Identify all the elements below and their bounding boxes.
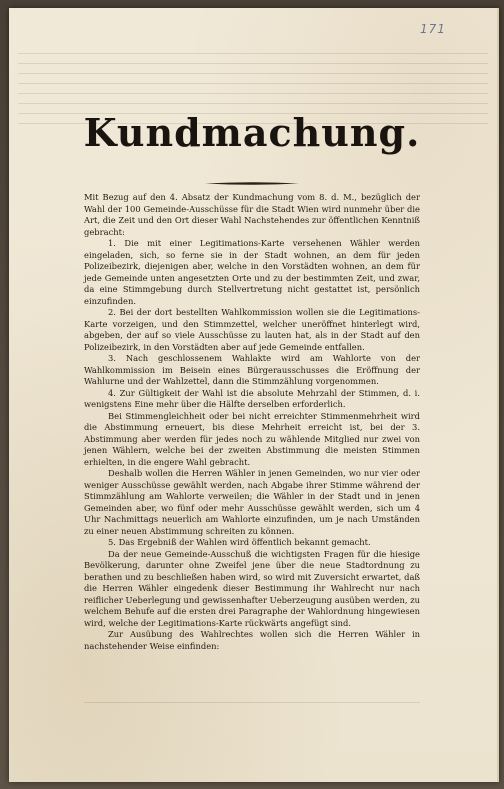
document-title: Kundmachung.: [83, 110, 421, 155]
appeal-paragraph: Da der neue Gemeinde-Ausschuß die wichtigsten Fragen für die hiesige Bevölkerung, darunter ohne Zweifel jene über die neue Stadtordnung zu berathen und zu beschließen haben wird, so wird mit Zuversicht erwartet, daß die Herren Wähler eingedenk dieser Bestimmung ihr Wahlrecht nur nach reiflicher Ueberlegung und gewissenhafter Ueberzeugung ausüben werden, zu welchem Behufe auf die ersten drei Paragraphe der Wahlordnung hingewiesen wird, welche der Legitimations-Karte rückwärts angefügt sind.: [84, 548, 420, 628]
faint-show-through-line: [84, 702, 420, 703]
paragraph-4-tie: Bei Stimmengleichheit oder bei nicht erreichter Stimmenmehrheit wird die Abstimmung erneuert, bis diese Mehrheit erreicht ist, bei der 3. Abstimmung aber werden für jedes noch zu wählende Mitglied nur zwei von jenen Wählern, welche bei der zweiten Abstimmung die meisten Stimmen erhielten, in die engere Wahl gebracht.: [84, 410, 420, 467]
archive-number: 171: [420, 22, 446, 36]
paragraph-1: 1. Die mit einer Legitimations-Karte versehenen Wähler werden eingeladen, sich, so ferne sie in der Stadt wohnen, an dem für jeden Polizeibezirk, diejenigen aber, welche in den Vorstädten wohnen, an dem für jede Gemeinde unten angesetzten Orte und zu der bestimmten Zeit, und zwar, da eine Stimmgebung durch Stellvertretung nicht gestattet ist, persönlich einzufinden.: [84, 238, 420, 306]
paragraph-3: 3. Nach geschlossenem Wahlakte wird am Wahlorte von der Wahlkommission im Beisein eines Bürgerausschusses die Eröffnung der Wahlurne und der Wahlzettel, dann die Stimmzählung vorgenommen.: [84, 353, 420, 386]
paragraph-5: 5. Das Ergebniß der Wahlen wird öffentlich bekannt gemacht.: [108, 537, 371, 547]
ornamental-rule: [205, 181, 299, 184]
paragraph-2: 2. Bei der dort bestellten Wahlkommission wollen sie die Legitimations-Karte vorzeigen, und den Stimmzettel, welcher uneröffnet hinterlegt wird, abgeben, der auf so viele Ausschüsse zu lauten hat, als in der Stadt auf den Polizeibezirk, in den Vorstädten aber auf jede Gemeinde entfallen.: [84, 307, 420, 352]
closing-paragraph: Zur Ausübung des Wahlrechtes wollen sich die Herren Wähler in nachstehender Weise einfinden:: [84, 629, 420, 651]
paragraph-4-instructions: Deshalb wollen die Herren Wähler in jenen Gemeinden, wo nur vier oder weniger Ausschüsse gewählt werden, nach Abgabe ihrer Stimme während der Stimmzählung am Wahlorte verweilen; die Wähler in der Stadt und in jenen Gemeinden aber, wo fünf oder mehr Ausschüsse gewählt werden, sich um 4 Uhr Nachmittags neuerlich am Wahlorte einzufinden, um je nach Umständen zu einer neuen Abstimmung schreiten zu können.: [84, 468, 420, 536]
intro-paragraph: Mit Bezug auf den 4. Absatz der Kundmachung vom 8. d. M., bezüglich der Wahl der 100 Gemeinde-Ausschüsse für die Stadt Wien wird nunmehr über die Art, die Zeit und den Ort dieser Wahl Nachstehendes zur öffentlichen Kenntniß gebracht:: [84, 192, 420, 237]
paragraph-4: 4. Zur Gültigkeit der Wahl ist die absolute Mehrzahl der Stimmen, d. i. wenigstens Eine mehr über die Hälfte derselben erforderlich.: [84, 387, 420, 409]
document-body: [84, 192, 420, 652]
